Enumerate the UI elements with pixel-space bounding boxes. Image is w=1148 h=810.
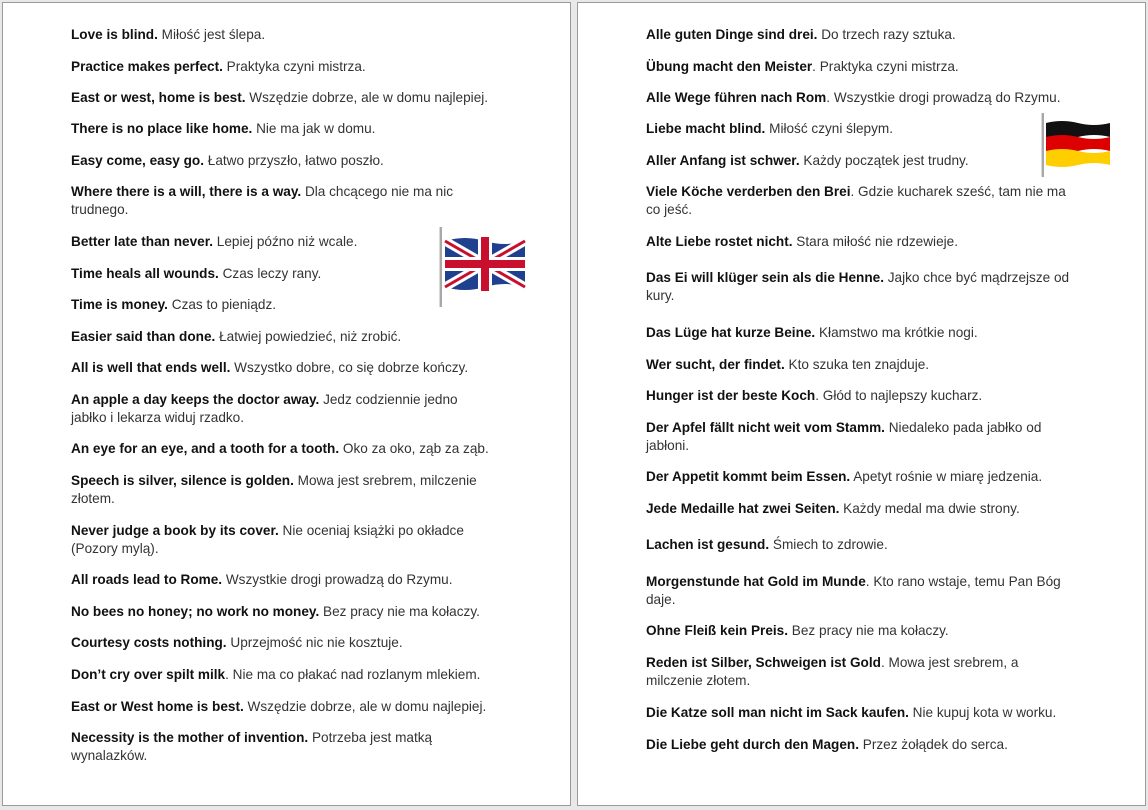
proverb-polish: Przez żołądek do serca.	[859, 737, 1008, 752]
proverb-english: All is well that ends well.	[71, 360, 231, 375]
proverb-polish: Apetyt rośnie w miarę jedzenia.	[850, 469, 1043, 484]
proverb-entry	[71, 296, 496, 314]
proverb-polish: Jedz codziennie jedno jabłko i lekarza widuj rzadko.	[71, 392, 458, 425]
proverb-german: Liebe macht blind.	[646, 121, 766, 136]
proverb-polish: . Wszystkie drogi prowadzą do Rzymu.	[826, 90, 1061, 105]
proverb-german: Aller Anfang ist schwer.	[646, 153, 800, 168]
proverb-entry	[646, 58, 1078, 76]
proverb-english: Where there is a will, there is a way.	[71, 184, 302, 199]
proverb-english: Necessity is the mother of invention.	[71, 730, 309, 745]
proverb-polish: Łatwo przyszło, łatwo poszło.	[204, 153, 384, 168]
proverb-entry	[71, 120, 496, 138]
proverb-polish: Wszędzie dobrze, ale w domu najlepiej.	[243, 699, 487, 714]
proverb-english: Better late than never.	[71, 234, 214, 249]
proverb-english: Easier said than done.	[71, 329, 216, 344]
proverb-entry	[646, 152, 1078, 170]
proverb-entry	[646, 387, 1078, 405]
proverb-polish: Wszystkie drogi prowadzą do Rzymu.	[222, 572, 453, 587]
proverb-german: Der Apfel fällt nicht weit vom Stamm.	[646, 420, 885, 435]
proverb-polish: Kłamstwo ma krótkie nogi.	[815, 325, 978, 340]
proverb-german: Jede Medaille hat zwei Seiten.	[646, 501, 840, 516]
proverb-english: East or West home is best.	[71, 699, 244, 714]
proverb-entry	[71, 634, 496, 652]
proverb-polish: Potrzeba jest matką wynalazków.	[71, 730, 433, 763]
proverb-polish: Wszędzie dobrze, ale w domu najlepiej.	[245, 90, 489, 105]
proverb-entry	[646, 736, 1078, 754]
proverb-polish: Nie oceniaj książki po okładce (Pozory mylą).	[71, 523, 464, 556]
proverb-entry	[71, 571, 496, 589]
proverb-entry	[646, 622, 1078, 640]
german-flag-icon	[1038, 111, 1112, 177]
proverb-polish: Niedaleko pada jabłko od jabłoni.	[646, 420, 1042, 453]
proverb-german: Die Liebe geht durch den Magen.	[646, 737, 859, 752]
uk-flag-icon	[435, 225, 527, 307]
proverb-german: Ohne Fleiß kein Preis.	[646, 623, 789, 638]
proverb-english: Courtesy costs nothing.	[71, 635, 227, 650]
proverb-english: Time is money.	[71, 297, 168, 312]
proverb-german: Reden ist Silber, Schweigen ist Gold	[646, 655, 881, 670]
proverb-entry	[646, 120, 1078, 138]
proverb-german: Lachen ist gesund.	[646, 537, 770, 552]
proverb-english: Practice makes perfect.	[71, 59, 223, 74]
proverb-polish: . Kto rano wstaje, temu Pan Bóg daje.	[646, 574, 1061, 607]
proverb-polish: Kto szuka ten znajduje.	[784, 357, 930, 372]
proverb-polish: Nie ma jak w domu.	[252, 121, 376, 136]
proverb-entry	[71, 26, 496, 44]
proverb-german: Alle guten Dinge sind drei.	[646, 27, 818, 42]
proverb-english: There is no place like home.	[71, 121, 253, 136]
proverb-polish: Wszystko dobre, co się dobrze kończy.	[230, 360, 469, 375]
proverb-polish: . Gdzie kucharek sześć, tam nie ma co jeść.	[646, 184, 1066, 217]
proverb-english: Love is blind.	[71, 27, 158, 42]
proverb-entry	[71, 440, 496, 458]
proverb-polish: Miłość czyni ślepym.	[765, 121, 893, 136]
proverb-polish: Miłość jest ślepa.	[157, 27, 266, 42]
proverb-entry	[646, 573, 1078, 609]
proverb-polish: . Głód to najlepszy kucharz.	[815, 388, 983, 403]
proverb-entry	[71, 603, 496, 621]
proverb-entry	[646, 468, 1078, 486]
proverb-entry	[646, 183, 1078, 219]
proverb-german: Wer sucht, der findet.	[646, 357, 785, 372]
proverb-entry	[71, 391, 496, 427]
proverb-entry	[646, 654, 1078, 690]
proverb-english: Never judge a book by its cover.	[71, 523, 279, 538]
proverb-english: Don’t cry over spilt milk	[71, 667, 226, 682]
proverb-entry	[71, 472, 496, 508]
proverb-polish: Jajko chce być mądrzejsze od kury.	[646, 270, 1070, 303]
proverb-german: Hunger ist der beste Koch	[646, 388, 816, 403]
proverb-entry	[646, 356, 1078, 374]
proverb-entry	[646, 89, 1078, 107]
proverb-polish: Śmiech to zdrowie.	[769, 537, 888, 552]
proverb-polish: Do trzech razy sztuka.	[817, 27, 956, 42]
proverb-english: An eye for an eye, and a tooth for a tooth.	[71, 441, 340, 456]
proverb-german: Alte Liebe rostet nicht.	[646, 234, 793, 249]
proverb-entry	[71, 522, 496, 558]
proverb-polish: Bez pracy nie ma kołaczy.	[788, 623, 949, 638]
proverb-polish: Uprzejmość nic nie kosztuje.	[226, 635, 403, 650]
proverb-polish: Każdy początek jest trudny.	[799, 153, 969, 168]
proverb-entry	[71, 233, 496, 251]
proverb-polish: Lepiej późno niż wcale.	[213, 234, 358, 249]
proverb-polish: Każdy medal ma dwie strony.	[839, 501, 1020, 516]
proverb-german: Die Katze soll man nicht im Sack kaufen.	[646, 705, 909, 720]
proverb-entry	[646, 500, 1078, 518]
proverb-polish: Bez pracy nie ma kołaczy.	[319, 604, 480, 619]
proverb-entry	[646, 324, 1078, 342]
proverb-german: Das Ei will klüger sein als die Henne.	[646, 270, 884, 285]
proverb-polish: Nie kupuj kota w worku.	[908, 705, 1057, 720]
proverb-entry	[71, 58, 496, 76]
proverb-polish: Czas to pieniądz.	[167, 297, 277, 312]
proverb-german: Übung macht den Meister	[646, 59, 813, 74]
proverb-entry	[71, 359, 496, 377]
proverb-entry	[71, 698, 496, 716]
proverb-polish: . Praktyka czyni mistrza.	[812, 59, 959, 74]
proverb-german: Morgenstunde hat Gold im Munde	[646, 574, 866, 589]
proverb-entry	[646, 269, 1078, 305]
proverb-entry	[646, 233, 1078, 251]
proverb-entry	[646, 704, 1078, 722]
document-page-right	[577, 2, 1146, 806]
proverb-german: Das Lüge hat kurze Beine.	[646, 325, 816, 340]
proverb-german: Alle Wege führen nach Rom	[646, 90, 827, 105]
proverb-polish: Stara miłość nie rdzewieje.	[792, 234, 958, 249]
proverb-polish: Czas leczy rany.	[218, 266, 322, 281]
proverb-entry	[71, 265, 496, 283]
proverb-entry	[71, 152, 496, 170]
proverb-polish: Oko za oko, ząb za ząb.	[339, 441, 489, 456]
proverb-polish: Łatwiej powiedzieć, niż zrobić.	[215, 329, 402, 344]
proverb-entry	[646, 26, 1078, 44]
proverb-english: Speech is silver, silence is golden.	[71, 473, 294, 488]
proverb-polish: Mowa jest srebrem, milczenie złotem.	[71, 473, 477, 506]
proverb-german: Viele Köche verderben den Brei	[646, 184, 851, 199]
proverb-english: East or west, home is best.	[71, 90, 246, 105]
proverb-entry	[71, 183, 496, 219]
proverb-polish: . Nie ma co płakać nad rozlanym mlekiem.	[225, 667, 481, 682]
proverb-german: Der Appetit kommt beim Essen.	[646, 469, 851, 484]
proverb-english: No bees no honey; no work no money.	[71, 604, 320, 619]
proverb-entry	[646, 419, 1078, 455]
proverb-polish: . Mowa jest srebrem, a milczenie złotem.	[646, 655, 1019, 688]
proverb-entry	[71, 328, 496, 346]
proverb-entry	[71, 666, 496, 684]
proverb-entry	[71, 89, 496, 107]
proverb-polish: Dla chcącego nie ma nic trudnego.	[71, 184, 454, 217]
proverb-english: Easy come, easy go.	[71, 153, 204, 168]
proverb-entry	[646, 536, 1078, 554]
proverb-polish: Praktyka czyni mistrza.	[222, 59, 366, 74]
document-page-left	[2, 2, 571, 806]
proverb-entry	[71, 729, 496, 765]
proverb-english: Time heals all wounds.	[71, 266, 219, 281]
proverb-english: An apple a day keeps the doctor away.	[71, 392, 320, 407]
proverb-english: All roads lead to Rome.	[71, 572, 223, 587]
